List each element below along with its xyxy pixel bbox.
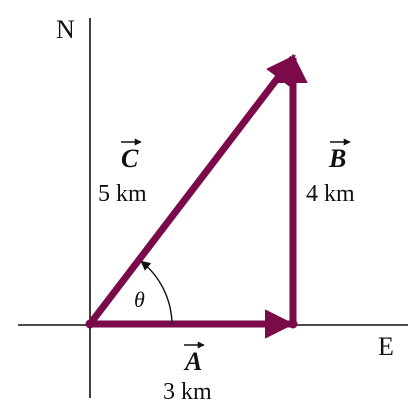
vector-b-symbol: B [329, 144, 347, 173]
east-label: E [378, 332, 394, 361]
vector-a-end-point [289, 320, 298, 329]
origin-point [86, 320, 95, 329]
vector-b-magnitude: 4 km [306, 181, 355, 207]
north-label: N [56, 15, 75, 44]
vector-a-magnitude: 3 km [163, 379, 212, 405]
theta-label: θ [134, 287, 145, 312]
theta-angle-arc [142, 262, 172, 324]
vector-c-symbol: C [121, 144, 139, 173]
vector-a-symbol: A [185, 347, 203, 376]
vector-c-magnitude: 5 km [98, 181, 147, 207]
